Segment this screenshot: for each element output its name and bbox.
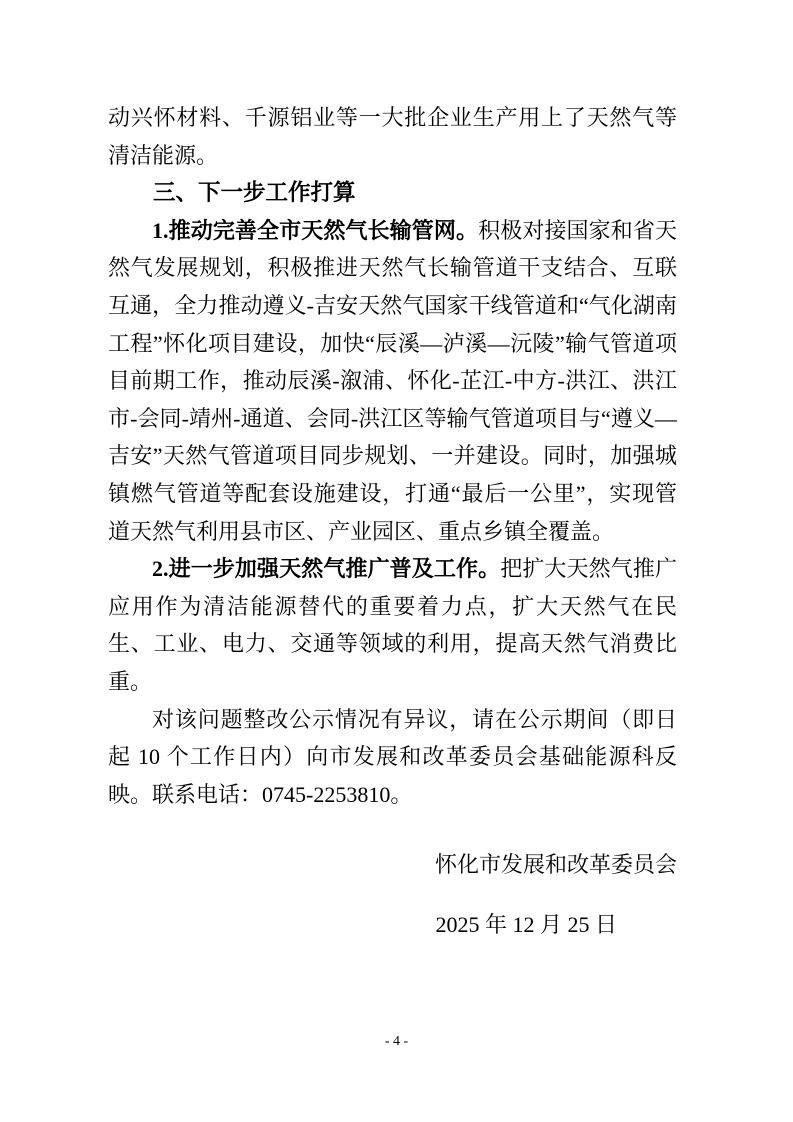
paragraph-notice: 对该问题整改公示情况有异议，请在公示期间（即日起 10 个工作日内）向市发展和改革委员会基础能源科反映。联系电话：0745-2253810。 [108,706,677,807]
paragraph-item-1 [108,212,677,550]
signature-organization: 怀化市发展和改革委员会 [434,852,677,877]
item-2-lead: 2.进一步加强天然气推广普及工作。 [152,556,501,582]
item-2-body: 把扩大天然气推广应用作为清洁能源替代的重要着力点，扩大天然气在民生、工业、电力、交通等领域的利用，提高天然气消费比重。 [108,556,677,694]
paragraph-intro-continuation: 动兴怀材料、千源铝业等一大批企业生产用上了天然气等清洁能源。 [108,105,677,168]
item-1-lead: 1.推动完善全市天然气长输管网。 [152,217,479,243]
page-number: - 4 - [384,1034,409,1049]
signature-date: 2025 年 12 月 25 日 [435,912,617,937]
document-body [108,99,677,813]
item-1-body: 积极对接国家和省天然气发展规划，积极推进天然气长输管道干支结合、互联互通，全力推动遵义-吉安天然气国家干线管道和“气化湖南工程”怀化项目建设，加快“辰溪—泸溪—沅陵”输气管道项目前期工作，推动辰溪-溆浦、怀化-芷江-中方-洪江、洪江市-会同-靖州-通道、会同-洪江区等输气管道项目与“遵义—吉安”天然气管道项目同步规划、一并建设。同时，加强城镇燃气管道等配套设施建设，打通“最后一公里”，实现管道天然气利用县市区、产业园区、重点乡镇全覆盖。 [108,217,677,544]
section-heading: 三、下一步工作打算 [153,180,356,206]
paragraph-item-2 [108,550,677,700]
